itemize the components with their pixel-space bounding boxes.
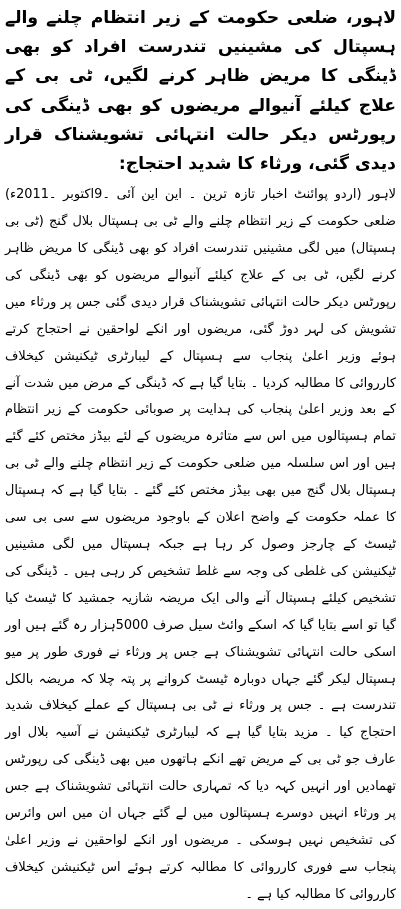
article-headline: لاہور، ضلعی حکومت کے زیر انتظام چلنے والے ہسپتال کی مشینیں تندرست افراد کو بھی ڈینگی کا مریض ظاہر کرنے لگیں، ٹی بی کے علاج کیلئے آنیوالے مریضوں کو بھی ڈینگی کی رپورٹس دیکر حالت انتہائی تشویشناک قرار دیدی گئی، ورثاء کا شدید احتجاج:	[5, 8, 396, 175]
article-body: لاہور (اردو پوائنٹ اخبار تازہ ترین ۔ این این آئی ۔9اکتوبر ۔2011ء) ضلعی حکومت کے زیر انتظام چلنے والے ٹی بی ہسپتال بلال گنج (ٹی بی ہسپتال) میں لگی مشینیں تندرست افراد کو بھی ڈینگی کا مریض ظاہر کرنے لگیں، ٹی بی کے علاج کیلئے آنیوالے مریضوں کو بھی ڈینگی کی رپورٹس دیکر حالت انتہائی تشویشناک قرار دیدی گئی جس پر ورثاء میں تشویش کی لہر دوڑ گئی، مریضوں اور انکے لواحقین نے احتجاج کرتے ہوئے وزیر اعلیٰ پنجاب سے ہسپتال کے لیبارٹری ٹیکنیشن کیخلاف کارروائی کا مطالبہ کردیا ۔ بتایا گیا ہے کہ ڈینگی کے مرض میں شدت آنے کے بعد وزیر اعلیٰ پنجاب کی ہدایت پر صوبائی حکومت کے زیر انتظام تمام ہسپتالوں میں اس سے متاثرہ مریضوں کے لئے بیڈز مختص کئے گئے ہیں اور اس سلسلہ میں ضلعی حکومت کے زیر انتظام چلنے والے ٹی بی ہسپتال بلال گنج میں بھی بیڈز مختص کئے گئے ۔ بتایا گیا ہے کہ ہسپتال کا عملہ حکومت کے واضح اعلان کے باوجود مریضوں سے سی بی سی ٹیسٹ کے چارجز وصول کر رہا ہے جبکہ ہسپتال میں لگی مشینیں ٹیکنیشن کی غلطی کی وجہ سے غلط تشخیص کر رہی ہیں ۔ ڈینگی کی تشخیص کیلئے ہسپتال آنے والی ایک مریضہ شازیہ جمشید کا ٹیسٹ کیا گیا تو اسے بتایا گیا کہ اسکے وائٹ سیل صرف 5000ہزار رہ گئے ہیں اور اسکی حالت انتہائی تشویشناک ہے جس پر ورثاء نے فوری طور پر میو ہسپتال لیکر گئے جہاں دوبارہ ٹیسٹ کروانے پر پتہ چلا کہ مریضہ بالکل تندرست ہے ۔ جس پر ورثاء نے ٹی بی ہسپتال کے عملے کیخلاف شدید احتجاج کیا ۔ مزید بتایا گیا ہے کہ لیبارٹری ٹیکنیشن نے آسیہ بلال اور عارف جو ٹی بی کے مریض تھے انکے ہاتھوں میں بھی ڈینگی کی رپورٹس تھمادیں اور انہیں کہہ دیا کہ تمہاری حالت انتہائی تشویشناک ہے جس پر ورثاء انہیں دوسرے ہسپتالوں میں لے گئے جہاں ان میں اس وائرس کی تشخیص نہیں ہوسکی ۔ مریضوں اور انکے لواحقین نے وزیر اعلیٰ پنجاب سے فوری کارروائی کا مطالبہ کرتے ہوئے اس ٹیکنیشن کیخلاف کارروائی کا مطالبہ کیا ہے ۔	[5, 187, 396, 902]
